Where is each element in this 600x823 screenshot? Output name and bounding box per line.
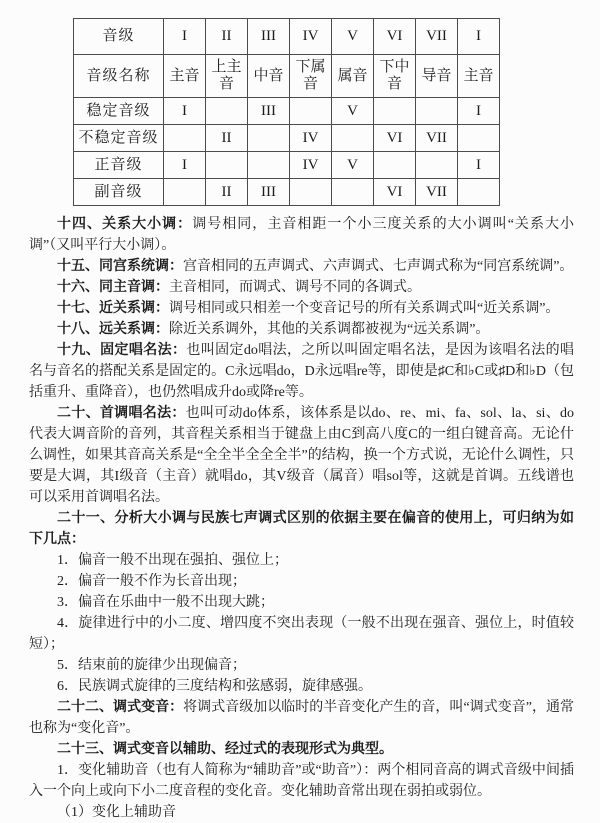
- table-cell: VII: [416, 19, 458, 55]
- term-label: 二十、首调唱名法：: [57, 406, 186, 421]
- table-row: [74, 55, 500, 98]
- table-cell: II: [206, 125, 248, 152]
- table-cell: [164, 179, 206, 206]
- table-cell: [206, 152, 248, 179]
- paragraph: [29, 592, 574, 613]
- table-cell: [332, 179, 374, 206]
- table-cell: [374, 98, 416, 125]
- paragraph: [29, 802, 574, 823]
- paragraph: [29, 571, 574, 592]
- table-cell: III: [248, 98, 290, 125]
- term-label: 十八、远关系调：: [57, 322, 169, 337]
- paragraph-text: 也叫可动do体系，该体系是以do、re、mi、fa、sol、la、si、do代表大调音阶的音列，其音程关系相当于键盘上由C到高八度C的一组白键音高。无论什么调性，如果其音高关系是“全全半全全全半”的结构，换一个方式说，无论什么调性，只要是大调，其I级音（主音）就唱do，其V级音（属音）唱sol等，这就是首调。五线谱也可以采用首调唱名法。: [29, 406, 574, 505]
- table-cell: 主音: [164, 55, 206, 98]
- term-label: 二十二、调式变音：: [57, 700, 184, 715]
- paragraph-text: 除近关系调外，其他的关系调都被视为“远关系调”。: [169, 322, 490, 337]
- paragraph-text: 二十一、分析大小调与民族七声调式区别的依据主要在偏音的使用上，可归纳为如下几点：: [29, 511, 574, 547]
- table-cell: [458, 125, 500, 152]
- row-label: 稳定音级: [74, 98, 164, 125]
- table-cell: VI: [374, 19, 416, 55]
- table-cell: VI: [374, 179, 416, 206]
- table-cell: [206, 98, 248, 125]
- table-cell: [290, 179, 332, 206]
- table-cell: 中音: [248, 55, 290, 98]
- table-cell: IV: [290, 152, 332, 179]
- document-body: [29, 214, 574, 823]
- paragraph-text: 调号相同或只相差一个变音记号的所有关系调式叫“近关系调”。: [169, 301, 560, 316]
- term-label: 十六、同主音调：: [57, 280, 169, 295]
- paragraph: [29, 319, 574, 340]
- paragraph-text: 二十三、调式变音以辅助、经过式的表现形式为典型。: [57, 742, 393, 757]
- paragraph-text: 宫音相同的五声调式、六声调式、七声调式称为“同宫系统调”。: [183, 259, 574, 274]
- scale-degree-table: [73, 18, 500, 206]
- table-row: [74, 98, 500, 125]
- paragraph-text: 主音相同，而调式、调号不同的各调式。: [169, 280, 421, 295]
- table-row: [74, 152, 500, 179]
- row-label: 不稳定音级: [74, 125, 164, 152]
- row-label: 音级: [74, 19, 164, 55]
- table-cell: II: [206, 19, 248, 55]
- paragraph-text: 2．偏音一般不作为长音出现；: [57, 574, 246, 589]
- paragraph-text: 1．偏音一般不出现在强拍、强位上；: [57, 553, 288, 568]
- paragraph-text: 调号相同，主音相距一个小三度关系的大小调叫“关系大小调”（又叫平行大小调）。: [29, 217, 575, 253]
- term-label: 十九、固定唱名法：: [57, 343, 187, 358]
- table-cell: I: [164, 19, 206, 55]
- table-cell: III: [248, 19, 290, 55]
- paragraph: [29, 655, 574, 676]
- table-cell: [164, 125, 206, 152]
- table-cell: 导音: [416, 55, 458, 98]
- row-label: 音级名称: [74, 55, 164, 98]
- paragraph-text: 1．变化辅助音（也有人简称为“辅助音”或“助音”）：两个相同音高的调式音级中间插入一个向上或向下小二度音程的变化音。变化辅助音常出现在弱拍或弱位。: [29, 763, 574, 799]
- paragraph-text: 3．偏音在乐曲中一般不出现大跳；: [57, 595, 274, 610]
- table-cell: 属音: [332, 55, 374, 98]
- table-cell: V: [332, 98, 374, 125]
- paragraph: [29, 676, 574, 697]
- row-label: 正音级: [74, 152, 164, 179]
- paragraph-text: 5．结束前的旋律少出现偏音；: [57, 658, 246, 673]
- paragraph: [29, 277, 574, 298]
- term-label: 十五、同宫系统调：: [57, 259, 183, 274]
- table-cell: [248, 125, 290, 152]
- table-row: [74, 19, 500, 55]
- degree-table-body: [74, 19, 500, 206]
- table-cell: V: [332, 19, 374, 55]
- paragraph-text: （1）变化上辅助音: [57, 805, 176, 820]
- table-cell: [374, 152, 416, 179]
- table-cell: 下中音: [374, 55, 416, 98]
- table-cell: I: [458, 152, 500, 179]
- table-cell: I: [458, 98, 500, 125]
- table-cell: IV: [290, 19, 332, 55]
- paragraph: [29, 256, 574, 277]
- table-cell: VI: [374, 125, 416, 152]
- table-cell: III: [248, 179, 290, 206]
- paragraph: [29, 613, 574, 655]
- row-label: 副音级: [74, 179, 164, 206]
- table-cell: VII: [416, 179, 458, 206]
- paragraph-text: 将调式音级加以临时的半音变化产生的音，叫“调式变音”，通常也称为“变化音”。: [29, 700, 574, 736]
- table-cell: II: [206, 179, 248, 206]
- paragraph: [29, 403, 574, 508]
- table-cell: VII: [416, 125, 458, 152]
- table-cell: I: [458, 19, 500, 55]
- bold-heading-paragraph: [29, 739, 574, 760]
- paragraph: [29, 697, 574, 739]
- table-row: [74, 125, 500, 152]
- paragraph-text: 4．旋律进行中的小二度、增四度不突出表现（一般不出现在强音、强位上，时值较短）；: [29, 616, 574, 652]
- table-cell: [290, 98, 332, 125]
- paragraph-text: 也叫固定do唱法，之所以叫固定唱名法，是因为该唱名法的唱名与音名的搭配关系是固定的。C永远唱do，D永远唱re等，即使是♯C和♭C或♯D和♭D（包括重升、重降音），也仍然唱成升do或降re等。: [29, 343, 574, 400]
- table-cell: IV: [290, 125, 332, 152]
- paragraph: [29, 760, 574, 802]
- term-label: 十七、近关系调：: [57, 301, 169, 316]
- paragraph: [29, 340, 574, 403]
- table-cell: 上主音: [206, 55, 248, 98]
- table-cell: I: [164, 98, 206, 125]
- table-cell: [458, 179, 500, 206]
- table-cell: 主音: [458, 55, 500, 98]
- table-row: [74, 179, 500, 206]
- table-cell: [332, 125, 374, 152]
- term-label: 十四、关系大小调：: [57, 217, 193, 232]
- table-cell: [416, 152, 458, 179]
- table-cell: [416, 98, 458, 125]
- paragraph: [29, 298, 574, 319]
- table-cell: 下属音: [290, 55, 332, 98]
- paragraph-text: 6．民族调式旋律的三度结构和弦感弱，旋律感强。: [57, 679, 372, 694]
- table-cell: I: [164, 152, 206, 179]
- bold-heading-paragraph: [29, 508, 574, 550]
- paragraph: [29, 214, 574, 256]
- table-cell: [248, 152, 290, 179]
- table-cell: V: [332, 152, 374, 179]
- paragraph: [29, 550, 574, 571]
